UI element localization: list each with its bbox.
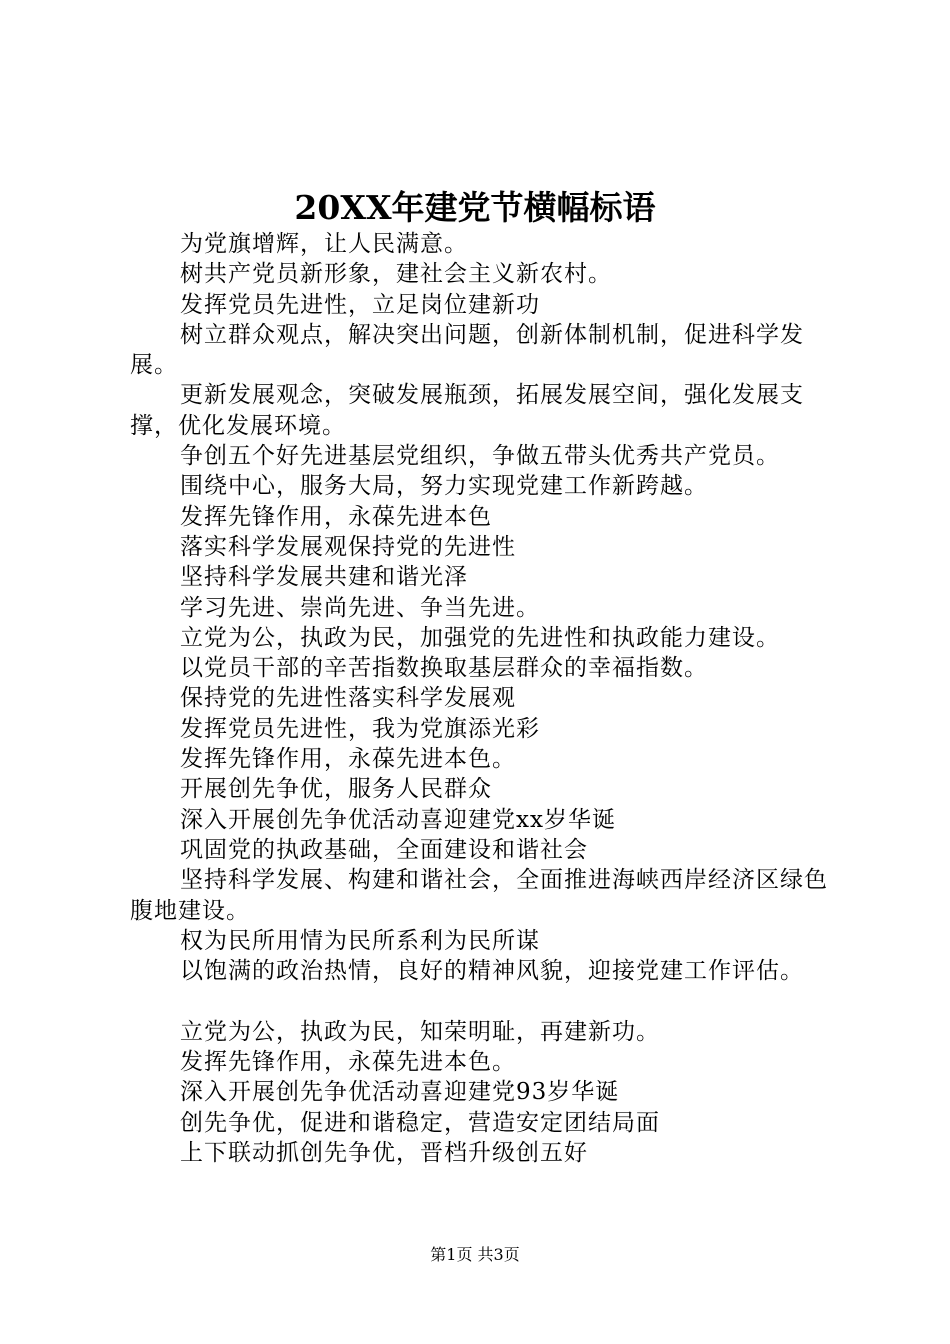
slogan-line: 上下联动抓创先争优，晋档升级创五好 [180,1139,588,1166]
slogan-line: 以党员干部的辛苦指数换取基层群众的幸福指数。 [180,655,708,682]
slogan-line: 发挥先锋作用，永葆先进本色。 [180,1049,516,1076]
slogan-line: 创先争优，促进和谐稳定，营造安定团结局面 [180,1109,660,1136]
slogan-line: 为党旗增辉，让人民满意。 [180,231,468,257]
slogan-line: 围绕中心，服务大局，努力实现党建工作新跨越。 [180,473,708,500]
slogan-line: 发挥党员先进性，我为党旗添光彩 [180,715,540,742]
slogan-line: 落实科学发展观保持党的先进性 [180,533,516,560]
slogan-line: 以饱满的政治热情，良好的精神风貌，迎接党建工作评估。 [180,958,804,985]
page-footer: 第1页 共3页 [430,1245,520,1264]
document-title: 20XX年建党节横幅标语 [294,188,656,227]
slogan-line: 巩固党的执政基础，全面建设和谐社会 [180,836,588,863]
slogan-line: 树立群众观点，解决突出问题，创新体制机制，促进科学发展。 [130,321,804,379]
slogan-line: 更新发展观念，突破发展瓶颈，拓展发展空间，强化发展支撑，优化发展环境。 [130,382,804,439]
document-body [130,229,835,1168]
slogan-line: 保持党的先进性落实科学发展观 [180,685,516,712]
slogan-line: 争创五个好先进基层党组织，争做五带头优秀共产党员。 [180,443,780,470]
slogan-line: 坚持科学发展共建和谐光泽 [180,564,468,591]
slogan-line: 树共产党员新形象，建社会主义新农村。 [180,261,612,288]
slogan-line: 坚持科学发展、构建和谐社会，全面推进海峡西岸经济区绿色腹地建设。 [130,867,828,924]
slogan-line: 深入开展创先争优活动喜迎建党xx岁华诞 [180,806,616,833]
slogan-line: 开展创先争优，服务人民群众 [180,776,492,803]
slogan-line: 发挥先锋作用，永葆先进本色。 [180,746,516,773]
slogan-line: 学习先进、崇尚先进、争当先进。 [180,594,540,621]
slogan-line: 发挥党员先进性，立足岗位建新功 [180,291,540,318]
slogan-line: 立党为公，执政为民，加强党的先进性和执政能力建设。 [180,624,780,651]
slogan-line: 发挥先锋作用，永葆先进本色 [180,503,492,530]
slogan-line: 立党为公，执政为民，知荣明耻，再建新功。 [180,1018,660,1045]
slogan-line: 权为民所用情为民所系利为民所谋 [180,927,540,954]
blank-line [130,986,835,1016]
slogan-line: 深入开展创先争优活动喜迎建党93岁华诞 [180,1079,620,1106]
